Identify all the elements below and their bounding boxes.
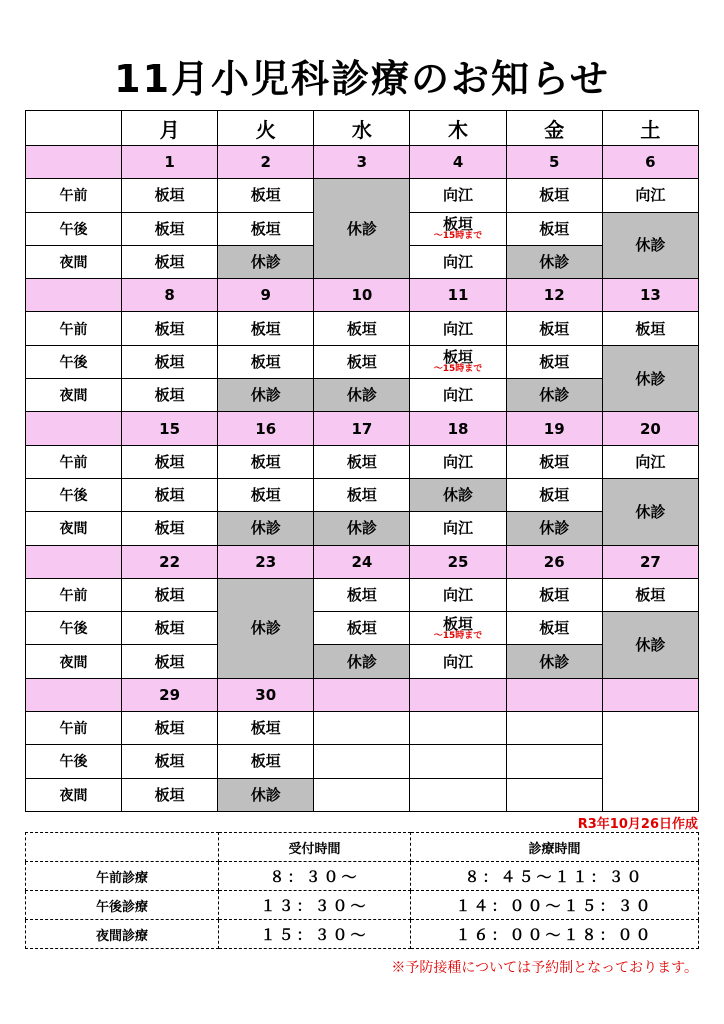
doctor-name: 向江 xyxy=(443,319,474,338)
date-cell: 19 xyxy=(506,412,602,445)
doctor-cell xyxy=(314,745,410,778)
doctor-name: 休診 xyxy=(539,519,570,538)
date-cell: 4 xyxy=(410,146,506,179)
doctor-cell xyxy=(410,379,506,412)
doctor-name: 休診 xyxy=(346,219,377,238)
date-row xyxy=(26,545,699,578)
doctor-name: 向江 xyxy=(443,386,474,405)
session-label: 午前診療 xyxy=(26,862,219,891)
doctor-name: 板垣 xyxy=(250,752,281,771)
doctor-cell xyxy=(218,712,314,745)
date-cell: 20 xyxy=(602,412,698,445)
doctor-cell xyxy=(410,745,506,778)
doctor-name: 向江 xyxy=(443,452,474,471)
hours-note: ～15時まで xyxy=(433,630,483,641)
corner-cell xyxy=(26,111,122,146)
closed-cell xyxy=(314,645,410,678)
doctor-cell xyxy=(506,778,602,811)
date-cell: 11 xyxy=(410,279,506,312)
slot-label: 午後 xyxy=(26,478,122,511)
doctor-cell xyxy=(410,778,506,811)
doctor-cell xyxy=(122,245,218,278)
doctor-name: 板垣 xyxy=(539,186,570,205)
slot-row xyxy=(26,645,699,678)
doctor-name: 板垣 xyxy=(250,452,281,471)
doctor-cell xyxy=(122,478,218,511)
doctor-name: 板垣 xyxy=(346,586,377,604)
date-cell: 9 xyxy=(218,279,314,312)
hours-row xyxy=(26,920,699,949)
date-row xyxy=(26,678,699,711)
date-row-label xyxy=(26,412,122,445)
slot-label: 午後 xyxy=(26,612,122,645)
doctor-name: 板垣 xyxy=(539,619,570,638)
doctor-name: 板垣 xyxy=(154,386,185,405)
doctor-cell xyxy=(314,578,410,611)
weekday-cell: 木 xyxy=(410,111,506,146)
date-cell: 27 xyxy=(602,545,698,578)
doctor-cell xyxy=(218,445,314,478)
doctor-name: 板垣 xyxy=(443,614,474,633)
doctor-name: 休診 xyxy=(346,386,377,405)
closed-cell xyxy=(218,245,314,278)
page-title: 11月小児科診療のお知らせ xyxy=(114,57,610,101)
doctor-name: 板垣 xyxy=(154,219,185,238)
slot-row xyxy=(26,445,699,478)
doctor-name: 休診 xyxy=(250,253,281,272)
doctor-cell xyxy=(122,212,218,245)
slot-label: 午前 xyxy=(26,712,122,745)
doctor-name: 板垣 xyxy=(539,452,570,471)
doctor-name: 休診 xyxy=(346,652,377,671)
slot-row xyxy=(26,312,699,345)
doctor-cell xyxy=(506,612,602,645)
doctor-cell xyxy=(122,578,218,611)
doctor-name: 板垣 xyxy=(346,486,377,505)
weekday-cell: 土 xyxy=(602,111,698,146)
doctor-name: 板垣 xyxy=(539,352,570,371)
hours-note: ～15時まで xyxy=(433,364,483,375)
doctor-name: 向江 xyxy=(443,519,474,538)
doctor-cell xyxy=(122,778,218,811)
doctor-name: 板垣 xyxy=(635,586,666,604)
weekday-header-row xyxy=(26,111,699,146)
date-cell: 22 xyxy=(122,545,218,578)
doctor-cell xyxy=(122,379,218,412)
hours-row xyxy=(26,862,699,891)
date-cell: 2 xyxy=(218,146,314,179)
date-row xyxy=(26,412,699,445)
doctor-name: 板垣 xyxy=(154,519,185,538)
date-cell: 8 xyxy=(122,279,218,312)
slot-label: 午後 xyxy=(26,212,122,245)
doctor-cell xyxy=(314,478,410,511)
doctor-cell xyxy=(410,245,506,278)
doctor-name: 板垣 xyxy=(539,319,570,338)
doctor-name: 板垣 xyxy=(539,219,570,238)
hours-header-row xyxy=(26,833,699,862)
weekday-cell: 金 xyxy=(506,111,602,146)
doctor-name: 板垣 xyxy=(154,619,185,638)
doctor-cell xyxy=(314,778,410,811)
time-cell: １５：３０～ xyxy=(219,920,411,949)
slot-row xyxy=(26,578,699,611)
doctor-name: 板垣 xyxy=(154,319,185,338)
time-cell: １６：００～１８：００ xyxy=(411,920,699,949)
hours-row xyxy=(26,891,699,920)
doctor-name: 休診 xyxy=(346,519,377,538)
weekday-cell: 水 xyxy=(314,111,410,146)
hours-header-cell xyxy=(26,833,219,862)
doctor-name: 板垣 xyxy=(154,719,185,738)
doctor-name: 休診 xyxy=(250,386,281,405)
doctor-name: 休診 xyxy=(539,253,570,272)
doctor-name: 板垣 xyxy=(154,785,185,804)
closed-cell xyxy=(602,345,698,412)
time-cell: ８：３０～ xyxy=(219,862,411,891)
hours-header-cell: 診療時間 xyxy=(411,833,699,862)
doctor-cell xyxy=(506,212,602,245)
date-cell: 17 xyxy=(314,412,410,445)
doctor-name: 板垣 xyxy=(443,348,474,367)
date-row-label xyxy=(26,678,122,711)
closed-cell xyxy=(506,379,602,412)
doctor-cell xyxy=(122,445,218,478)
date-cell: 29 xyxy=(122,678,218,711)
doctor-cell xyxy=(602,712,698,812)
time-cell: １４：００～１５：３０ xyxy=(411,891,699,920)
doctor-cell xyxy=(122,345,218,378)
doctor-name: 板垣 xyxy=(250,486,281,505)
date-cell: 15 xyxy=(122,412,218,445)
doctor-name: 休診 xyxy=(539,652,570,671)
date-cell xyxy=(314,678,410,711)
doctor-cell xyxy=(410,512,506,545)
doctor-cell xyxy=(314,312,410,345)
doctor-name: 板垣 xyxy=(154,752,185,771)
doctor-name: 板垣 xyxy=(154,186,185,205)
closed-cell xyxy=(314,179,410,279)
slot-row xyxy=(26,745,699,778)
weekday-cell: 火 xyxy=(218,111,314,146)
doctor-cell xyxy=(410,578,506,611)
slot-row xyxy=(26,379,699,412)
slot-row xyxy=(26,179,699,212)
doctor-cell xyxy=(506,445,602,478)
doctor-cell xyxy=(122,512,218,545)
doctor-name: 休診 xyxy=(635,369,666,388)
closed-cell xyxy=(506,245,602,278)
doctor-name: 板垣 xyxy=(250,186,281,205)
weekday-cell: 月 xyxy=(122,111,218,146)
doctor-cell xyxy=(122,745,218,778)
doctor-name: 板垣 xyxy=(539,586,570,604)
closed-cell xyxy=(602,478,698,545)
doctor-name: 板垣 xyxy=(250,719,281,738)
date-row-label xyxy=(26,279,122,312)
doctor-cell xyxy=(506,345,602,378)
closed-cell xyxy=(218,379,314,412)
doctor-name: 休診 xyxy=(250,619,281,638)
date-cell: 30 xyxy=(218,678,314,711)
slot-label: 夜間 xyxy=(26,245,122,278)
doctor-name: 板垣 xyxy=(443,215,474,234)
doctor-cell xyxy=(218,345,314,378)
doctor-name: 向江 xyxy=(443,652,474,671)
doctor-name: 板垣 xyxy=(539,486,570,505)
doctor-name: 板垣 xyxy=(635,319,666,338)
doctor-cell xyxy=(410,345,506,378)
hours-note: ～15時まで xyxy=(433,231,483,242)
doctor-cell xyxy=(410,612,506,645)
doctor-name: 板垣 xyxy=(346,352,377,371)
closed-cell xyxy=(314,379,410,412)
doctor-cell xyxy=(506,712,602,745)
time-cell: １３：３０～ xyxy=(219,891,411,920)
slot-label: 夜間 xyxy=(26,645,122,678)
closed-cell xyxy=(506,512,602,545)
doctor-cell xyxy=(314,345,410,378)
doctor-name: 板垣 xyxy=(154,452,185,471)
doctor-cell xyxy=(602,179,698,212)
doctor-cell xyxy=(602,578,698,611)
slot-row xyxy=(26,512,699,545)
date-cell: 24 xyxy=(314,545,410,578)
doctor-name: 休診 xyxy=(250,785,281,804)
doctor-name: 向江 xyxy=(443,186,474,205)
doctor-cell xyxy=(410,645,506,678)
doctor-cell xyxy=(410,712,506,745)
doctor-name: 板垣 xyxy=(154,586,185,604)
date-cell: 3 xyxy=(314,146,410,179)
date-cell: 16 xyxy=(218,412,314,445)
doctor-name: 向江 xyxy=(443,253,474,272)
doctor-cell xyxy=(602,312,698,345)
doctor-name: 板垣 xyxy=(154,352,185,371)
doctor-cell xyxy=(314,712,410,745)
session-label: 夜間診療 xyxy=(26,920,219,949)
closed-cell xyxy=(602,612,698,679)
created-date: R3年10月26日作成 xyxy=(577,817,698,832)
doctor-name: 休診 xyxy=(635,236,666,255)
doctor-name: 向江 xyxy=(635,452,666,471)
slot-label: 午後 xyxy=(26,345,122,378)
closed-cell xyxy=(314,512,410,545)
doctor-cell xyxy=(506,745,602,778)
doctor-name: 休診 xyxy=(539,386,570,405)
date-row-label xyxy=(26,545,122,578)
doctor-cell xyxy=(506,478,602,511)
doctor-name: 板垣 xyxy=(346,619,377,638)
slot-row xyxy=(26,778,699,811)
date-cell: 6 xyxy=(602,146,698,179)
doctor-name: 休診 xyxy=(635,635,666,654)
doctor-name: 板垣 xyxy=(154,486,185,505)
closed-cell xyxy=(218,512,314,545)
doctor-cell xyxy=(506,312,602,345)
closed-cell xyxy=(602,212,698,279)
date-cell: 1 xyxy=(122,146,218,179)
doctor-cell xyxy=(122,645,218,678)
doctor-name: 板垣 xyxy=(250,352,281,371)
doctor-cell xyxy=(410,212,506,245)
doctor-cell xyxy=(122,179,218,212)
date-row xyxy=(26,279,699,312)
doctor-cell xyxy=(314,445,410,478)
doctor-cell xyxy=(218,312,314,345)
closed-cell xyxy=(218,578,314,678)
doctor-name: 休診 xyxy=(443,486,474,505)
doctor-name: 板垣 xyxy=(154,253,185,272)
date-cell xyxy=(602,678,698,711)
doctor-name: 向江 xyxy=(443,586,474,604)
doctor-name: 板垣 xyxy=(250,219,281,238)
doctor-cell xyxy=(218,179,314,212)
hours-table xyxy=(25,832,699,949)
slot-label: 夜間 xyxy=(26,379,122,412)
date-cell: 12 xyxy=(506,279,602,312)
doctor-cell xyxy=(218,212,314,245)
slot-label: 夜間 xyxy=(26,512,122,545)
slot-label: 午後 xyxy=(26,745,122,778)
slot-label: 午前 xyxy=(26,179,122,212)
doctor-cell xyxy=(602,445,698,478)
doctor-cell xyxy=(218,478,314,511)
slot-row xyxy=(26,478,699,511)
date-cell: 23 xyxy=(218,545,314,578)
doctor-cell xyxy=(410,312,506,345)
hours-header-cell: 受付時間 xyxy=(219,833,411,862)
date-cell xyxy=(506,678,602,711)
doctor-cell xyxy=(122,612,218,645)
slot-label: 午前 xyxy=(26,312,122,345)
slot-row xyxy=(26,345,699,378)
doctor-cell xyxy=(122,712,218,745)
date-cell: 26 xyxy=(506,545,602,578)
date-row xyxy=(26,146,699,179)
doctor-cell xyxy=(314,612,410,645)
doctor-name: 板垣 xyxy=(250,319,281,338)
schedule-calendar xyxy=(25,110,699,812)
closed-cell xyxy=(218,778,314,811)
slot-label: 午前 xyxy=(26,578,122,611)
doctor-cell xyxy=(506,578,602,611)
closed-cell xyxy=(410,478,506,511)
date-cell: 25 xyxy=(410,545,506,578)
doctor-cell xyxy=(122,312,218,345)
session-label: 午後診療 xyxy=(26,891,219,920)
doctor-name: 板垣 xyxy=(154,652,185,671)
doctor-cell xyxy=(410,445,506,478)
slot-row xyxy=(26,612,699,645)
date-cell: 13 xyxy=(602,279,698,312)
doctor-name: 休診 xyxy=(250,519,281,538)
slot-label: 夜間 xyxy=(26,778,122,811)
slot-label: 午前 xyxy=(26,445,122,478)
doctor-name: 向江 xyxy=(635,186,666,205)
doctor-name: 板垣 xyxy=(346,452,377,471)
date-cell: 10 xyxy=(314,279,410,312)
date-cell: 18 xyxy=(410,412,506,445)
time-cell: ８：４５～１１：３０ xyxy=(411,862,699,891)
doctor-name: 板垣 xyxy=(346,319,377,338)
closed-cell xyxy=(506,645,602,678)
doctor-cell xyxy=(506,179,602,212)
doctor-name: 休診 xyxy=(635,502,666,521)
vaccination-note: ※予防接種については予約制となっております。 xyxy=(391,960,698,976)
date-row-label xyxy=(26,146,122,179)
doctor-cell xyxy=(218,745,314,778)
slot-row xyxy=(26,712,699,745)
date-cell: 5 xyxy=(506,146,602,179)
date-cell xyxy=(410,678,506,711)
doctor-cell xyxy=(410,179,506,212)
